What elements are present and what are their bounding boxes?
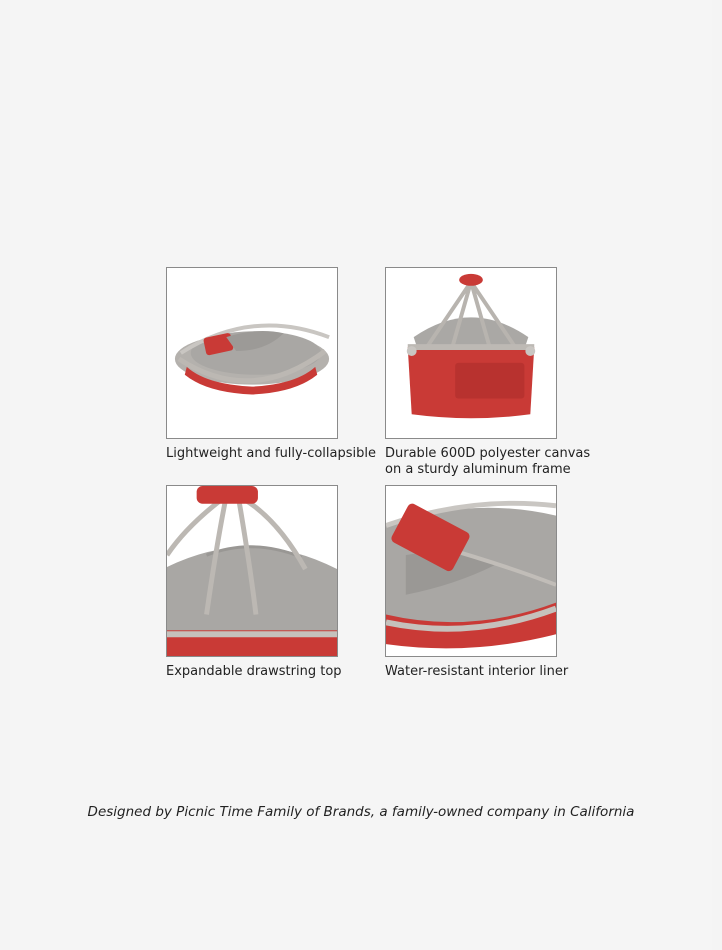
- open-basket-icon: [386, 268, 556, 438]
- feature-caption-liner: Water-resistant interior liner: [385, 664, 569, 679]
- collapsed-basket-icon: [167, 268, 337, 438]
- feature-image-collapsible: [166, 267, 338, 439]
- feature-image-liner: [385, 485, 557, 657]
- feature-image-open-basket: [385, 267, 557, 439]
- brand-footer: Designed by Picnic Time Family of Brands, a family-owned company in California: [87, 804, 635, 820]
- feature-caption-drawstring: Expandable drawstring top: [166, 664, 342, 679]
- drawstring-top-icon: [167, 486, 337, 656]
- feature-caption-open-basket: Durable 600D polyester canvas on a sturdy aluminum frame: [385, 446, 591, 477]
- feature-caption-collapsible: Lightweight and fully-collapsible: [166, 446, 376, 461]
- feature-image-drawstring: [166, 485, 338, 657]
- interior-liner-icon: [386, 486, 556, 656]
